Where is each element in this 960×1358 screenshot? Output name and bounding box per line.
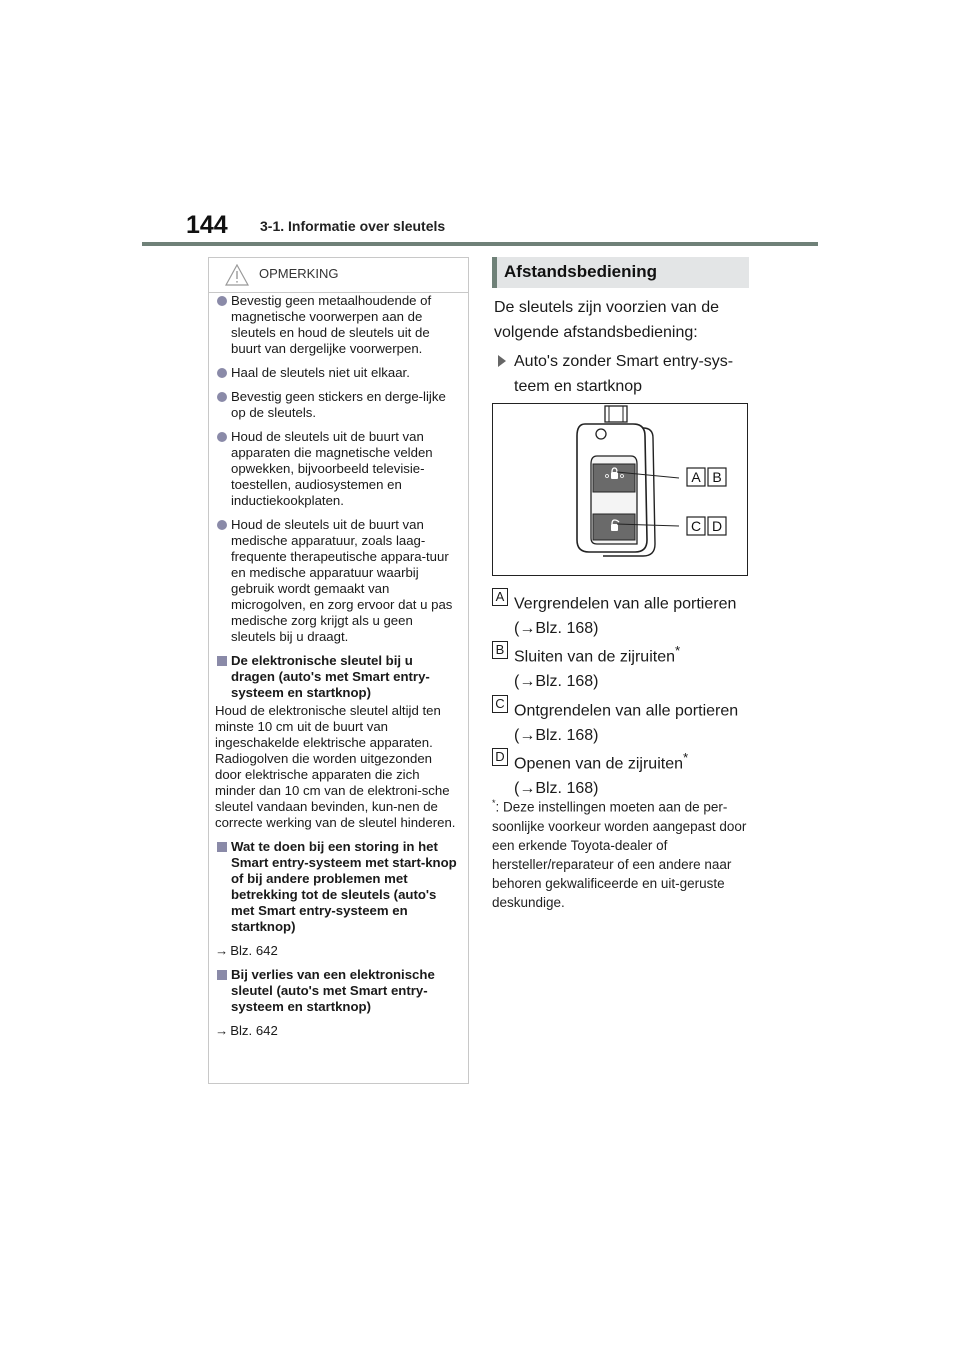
note-bullet (215, 389, 460, 421)
bullet-dot-icon (217, 392, 227, 402)
note-title: OPMERKING (259, 266, 339, 281)
square-bullet-icon (217, 656, 227, 666)
item-letter-box: D (492, 748, 508, 766)
item-page-reference[interactable]: (→Blz. 168) (514, 727, 599, 745)
remote-key-figure (492, 403, 748, 576)
item-page-reference[interactable]: (→Blz. 168) (514, 620, 599, 638)
note-header (209, 258, 468, 293)
figure-label-a: A (691, 469, 701, 485)
remote-function-item (492, 638, 762, 694)
item-page-reference[interactable]: (→Blz. 168) (514, 780, 599, 798)
note-bullet (215, 517, 460, 645)
note-bullet (215, 429, 460, 509)
item-text: Sluiten van de zijruiten* (514, 643, 681, 666)
note-bullet-text: Houd de sleutels uit de buurt van apparaten die magnetische velden opwekken, bijvoorbeeld televisie-toestellen, audiosystemen en inductiekookplaten. (231, 429, 433, 508)
item-letter-box: B (492, 641, 508, 659)
note-bullet-text: Houd de sleutels uit de buurt van medische apparatuur, zoals laag-frequente therapeutische appara-tuur en medische apparatuur waarbij gebruik wordt gemaakt van microgolven, en zorg ervoor dat u pas medische zorg krijgt als u geen sleutels bij u draagt. (231, 517, 453, 644)
remote-function-item (492, 585, 762, 641)
item-letter-box: C (492, 695, 508, 713)
item-text: Vergrendelen van alle portieren (514, 595, 737, 613)
triangle-bullet-icon (498, 355, 506, 367)
section-heading (492, 257, 749, 288)
heading-accent-bar (492, 257, 497, 288)
bullet-dot-icon (217, 296, 227, 306)
footnote-mark: * (492, 798, 496, 808)
sub-bullet-text: Auto's zonder Smart entry-sys-teem en startknop (514, 353, 734, 395)
section-heading-text: Afstandsbediening (504, 262, 658, 281)
section-title: 3-1. Informatie over sleutels (260, 218, 446, 234)
square-bullet-icon (217, 842, 227, 852)
intro-text: De sleutels zijn voorzien van de volgende afstandsbediening: (494, 299, 720, 341)
remote-key-illustration (493, 404, 747, 575)
header-rule (142, 242, 818, 246)
bullet-dot-icon (217, 368, 227, 378)
note-section-heading (215, 653, 460, 701)
figure-label-d: D (711, 518, 723, 534)
warning-triangle-icon (225, 264, 249, 286)
page-reference-text: Blz. 642 (230, 943, 278, 958)
remote-function-item (492, 692, 762, 748)
item-letter-box: A (492, 588, 508, 606)
footnote-text: : Deze instellingen moeten aan de per-soonlijke voorkeur worden aangepast door een erkende Toyota-dealer of hersteller/reparateur of een andere naar behoren gekwalificeerde en uit-geruste deskundige. (492, 799, 747, 910)
footnote (492, 794, 754, 912)
arrow-right-icon: → (215, 943, 229, 958)
page-reference-text: Blz. 642 (230, 1023, 278, 1038)
note-section-heading-text: De elektronische sleutel bij u dragen (auto's met Smart entry-systeem en startknop) (231, 653, 430, 700)
square-bullet-icon (217, 970, 227, 980)
figure-label-c: C (690, 518, 702, 534)
note-box (208, 257, 469, 1084)
note-section-text: Houd de elektronische sleutel altijd ten minste 10 cm uit de buurt van ingeschakelde elektrische apparaten. Radiogolven die worden uitgezonden door elektrische apparaten die zich minder dan 10 cm van de elektroni-sche sleutel vandaan bevinden, kun-nen de correcte werking van de sleutel hinderen. (215, 703, 456, 830)
note-section-heading (215, 839, 460, 935)
item-text: Openen van de zijruiten* (514, 750, 689, 773)
note-bullet (215, 293, 460, 357)
bullet-dot-icon (217, 432, 227, 442)
figure-label-b: B (712, 469, 722, 485)
note-section-heading-text: Wat te doen bij een storing in het Smart entry-systeem met start-knop of bij andere problemen met betrekking tot de sleutels (auto's met Smart entry-systeem en startknop) (231, 839, 457, 934)
sub-bullet (492, 349, 754, 399)
arrow-right-icon: → (215, 1023, 229, 1038)
item-page-reference[interactable]: (→Blz. 168) (514, 673, 599, 691)
note-body (209, 293, 468, 1039)
page-reference[interactable] (215, 1023, 460, 1039)
note-bullet-text: Bevestig geen metaalhoudende of magnetische voorwerpen aan de sleutels en houd de sleutels uit de buurt van dergelijke voorwerpen. (231, 293, 432, 356)
page-reference[interactable] (215, 943, 460, 959)
note-section-heading-text: Bij verlies van een elektronische sleutel (auto's met Smart entry-systeem en startknop) (231, 967, 435, 1014)
page-number: 144 (186, 211, 228, 239)
bullet-dot-icon (217, 520, 227, 530)
note-bullet-text: Haal de sleutels niet uit elkaar. (231, 365, 410, 380)
note-section-heading (215, 967, 460, 1015)
note-bullet (215, 365, 460, 381)
note-bullet-text: Bevestig geen stickers en derge-lijke op de sleutels. (231, 389, 446, 420)
remote-function-item (492, 745, 762, 801)
item-text: Ontgrendelen van alle portieren (514, 702, 739, 720)
